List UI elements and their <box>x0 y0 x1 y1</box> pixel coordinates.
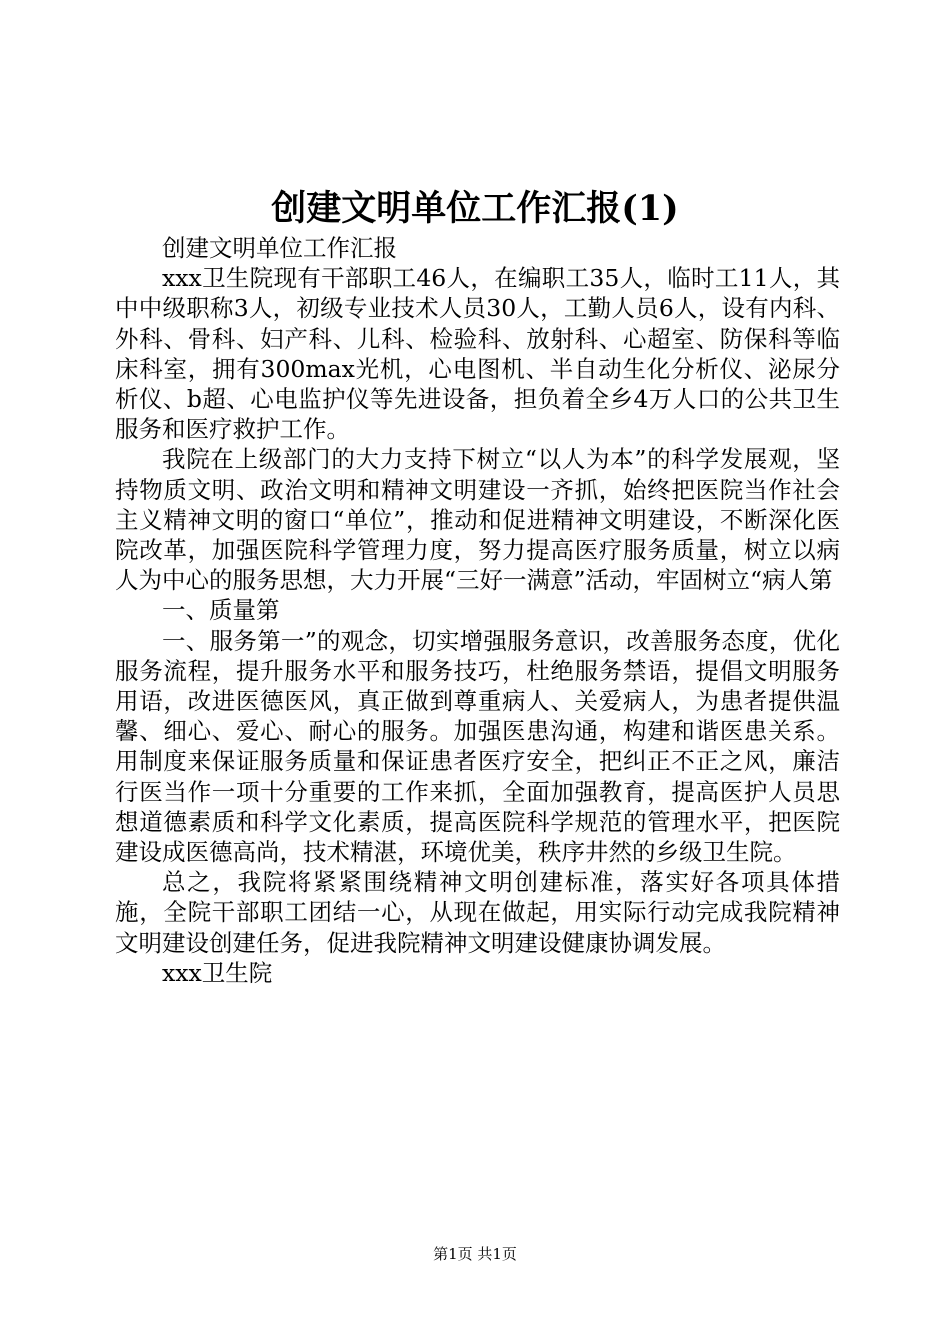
paragraph-heading-quality: 一、质量第 <box>162 596 280 625</box>
paragraph-development: 我院在上级部门的大力支持下树立“以人为本”的科学发展观，坚持物质文明、政治文明和精神文明建设一齐抓，始终把医院当作社会主义精神文明的窗口“单位”，推动和促进精神文明建设，不断深化医院改革，加强医院科学管理力度，努力提高医疗服务质量，树立以病人为中心的服务思想，大力开展“三好一满意”活动，牢固树立“病人第 <box>115 445 840 595</box>
document-body <box>115 233 840 988</box>
document-title: 创建文明单位工作汇报(1) <box>271 188 679 229</box>
paragraph-subtitle: 创建文明单位工作汇报 <box>162 234 397 262</box>
paragraph-service: 一、服务第一”的观念，切实增强服务意识，改善服务态度，优化服务流程，提升服务水平和服务技巧，杜绝服务禁语，提倡文明服务用语，改进医德医风，真正做到尊重病人、关爱病人，为患者提供温馨、细心、爱心、耐心的服务。加强医患沟通，构建和谐医患关系。用制度来保证服务质量和保证患者医疗安全，把纠正不正之风，廉洁行医当作一项十分重要的工作来抓，全面加强教育，提高医护人员思想道德素质和科学文化素质，提高医院科学规范的管理水平，把医院建设成医德高尚，技术精湛，环境优美，秩序井然的乡级卫生院。 <box>115 626 840 867</box>
page-footer: 第1页 共1页 <box>433 1245 517 1263</box>
paragraph-summary: 总之，我院将紧紧围绕精神文明创建标准，落实好各项具体措施，全院干部职工团结一心，从现在做起，用实际行动完成我院精神文明建设创建任务，促进我院精神文明建设健康协调发展。 <box>115 868 840 957</box>
paragraph-overview: xxx卫生院现有干部职工46人，在编职工35人，临时工11人，其中中级职称3人，初级专业技术人员30人，工勤人员6人，设有内科、外科、骨科、妇产科、儿科、检验科、放射科、心超室、防保科等临床科室，拥有300max光机，心电图机、半自动生化分析仪、泌尿分析仪、b超、心电监护仪等先进设备，担负着全乡4万人口的公共卫生服务和医疗救护工作。 <box>115 264 840 444</box>
paragraph-signature: xxx卫生院 <box>162 958 273 987</box>
